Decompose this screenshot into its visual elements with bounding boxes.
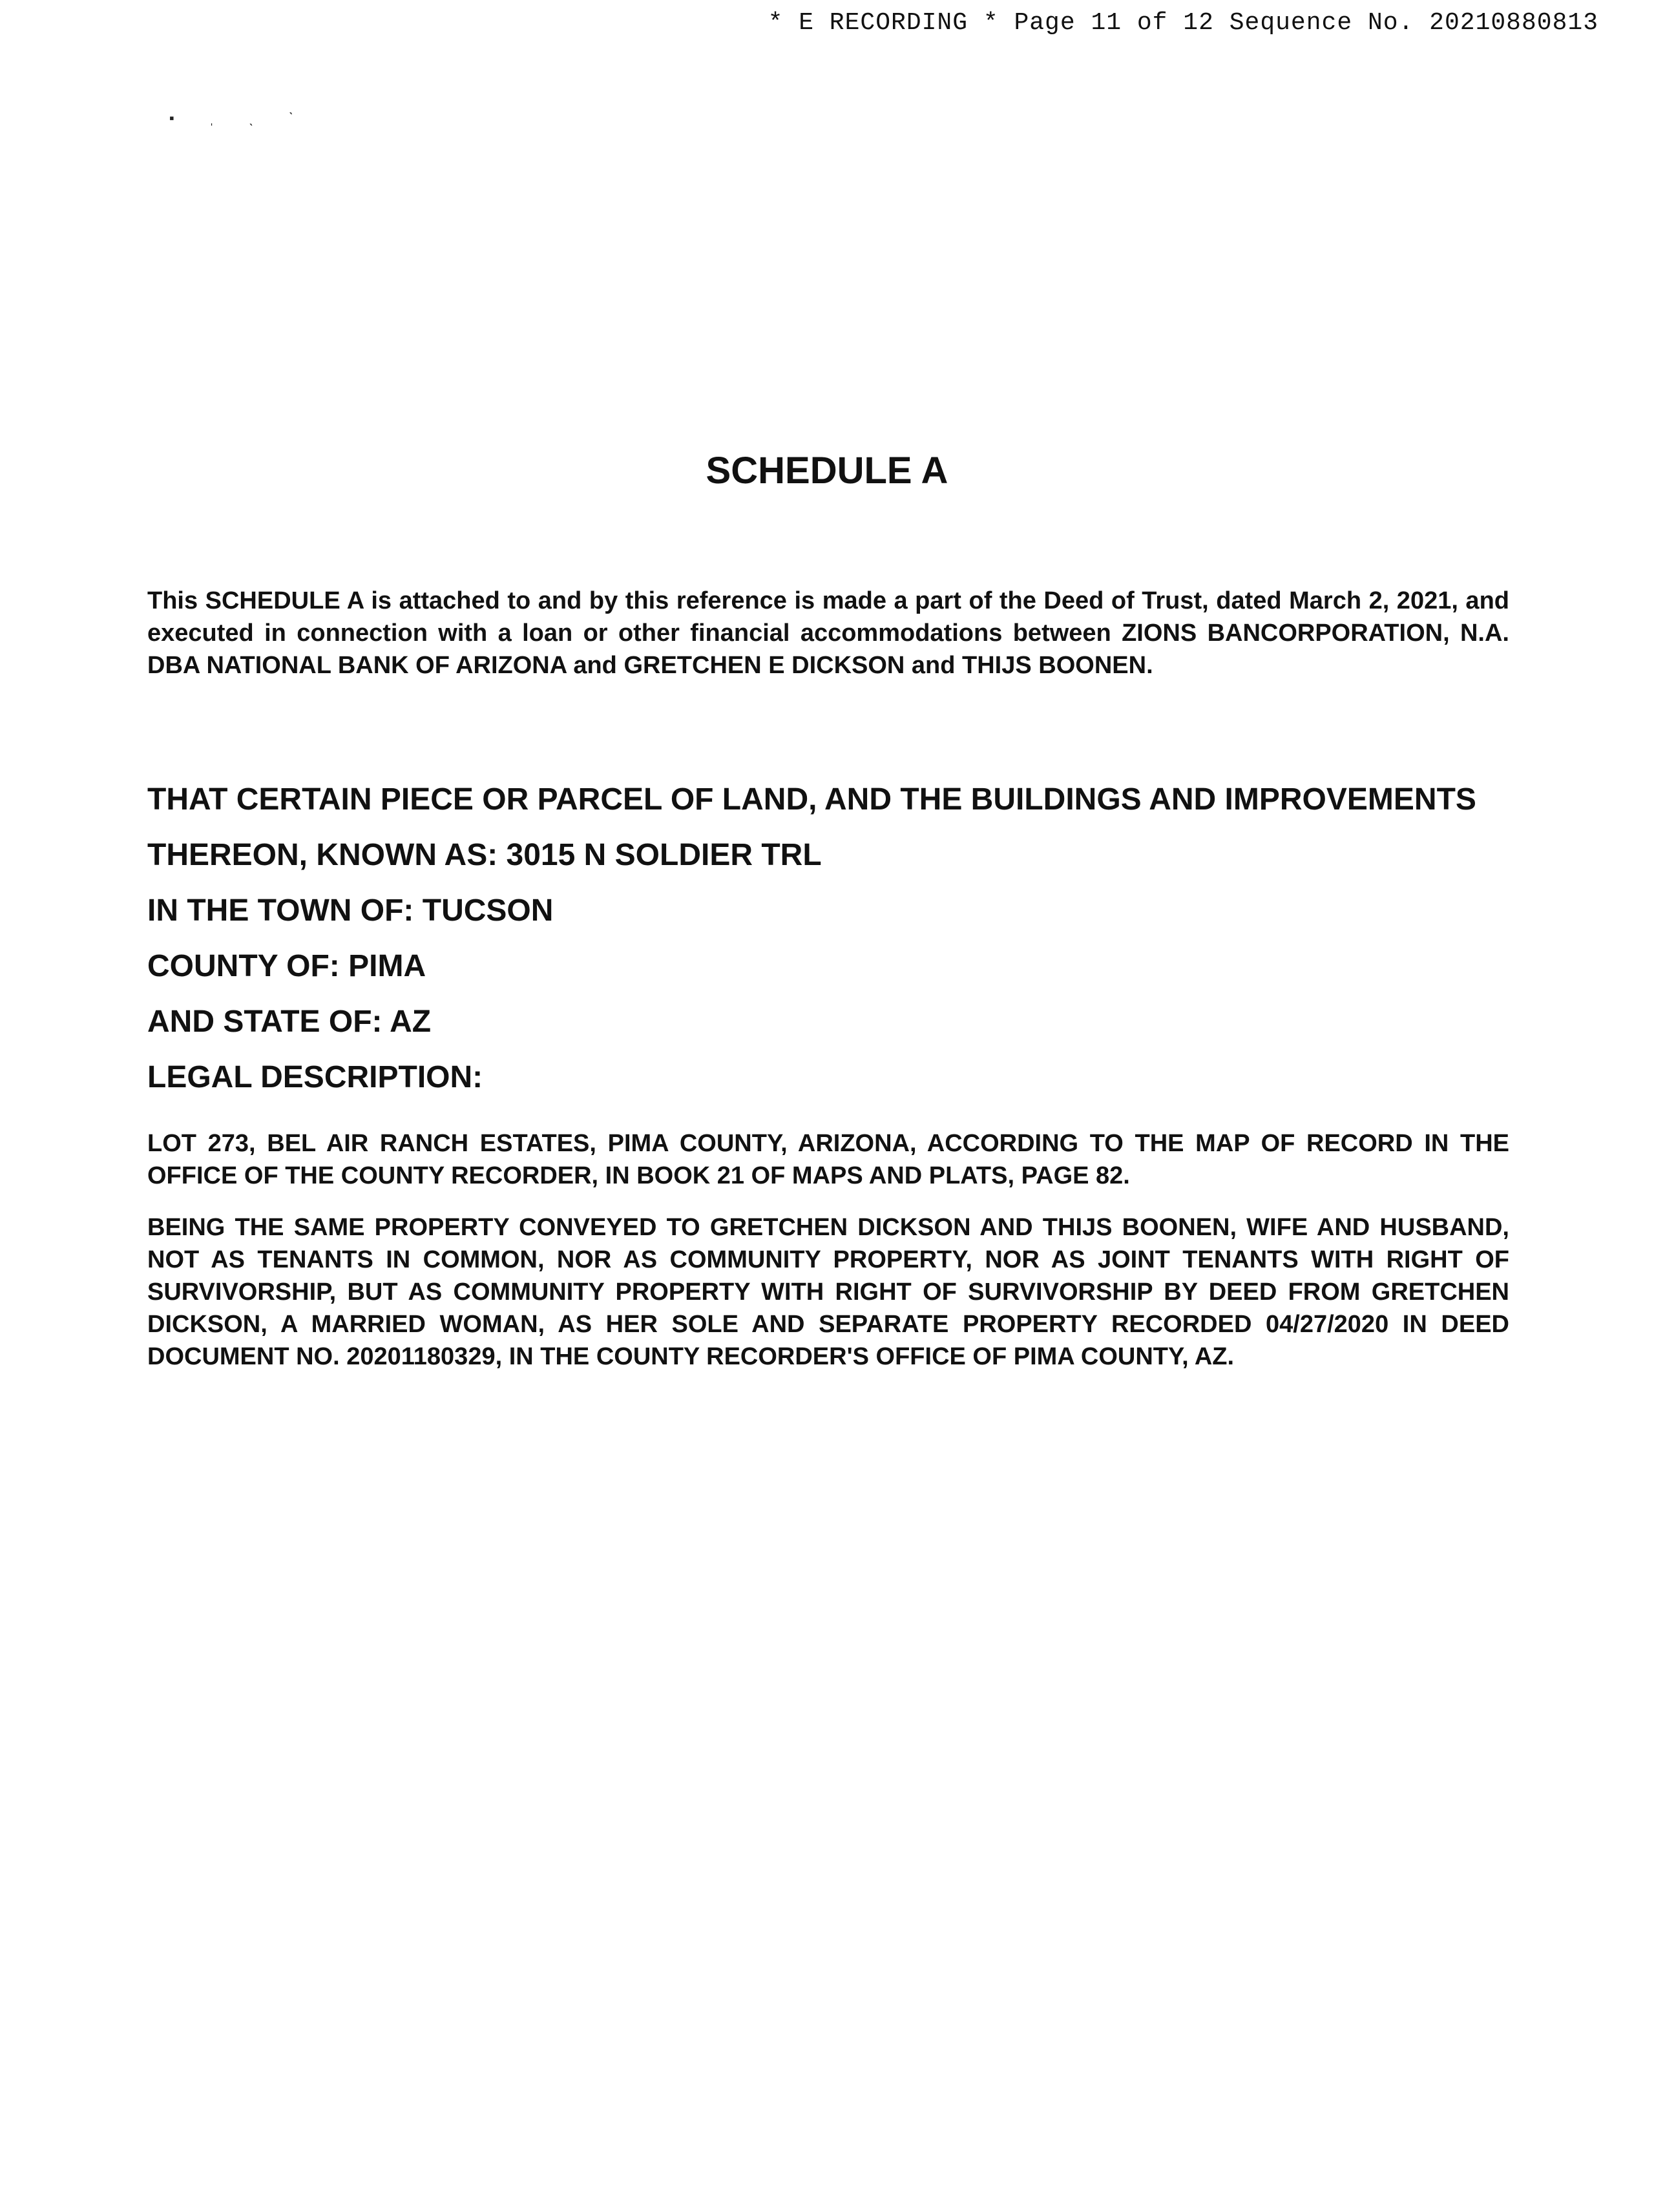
intro-paragraph: This SCHEDULE A is attached to and by this reference is made a part of the Deed of Trust, dated March 2, 2021, and executed in connection with a loan or other financial accommodations between ZIONS BANCORPORATION, N.A. DBA NATIONAL BANK OF ARIZONA and GRETCHEN E DICKSON and THIJS BOONEN. — [147, 587, 1509, 679]
property-line-town: IN THE TOWN OF: TUCSON — [147, 893, 554, 928]
property-description-lines — [147, 772, 1476, 1105]
property-line-state: AND STATE OF: AZ — [147, 1005, 432, 1039]
recording-header: * E RECORDING * Page 11 of 12 Sequence No. 20210880813 — [768, 9, 1598, 37]
property-line-parcel: THAT CERTAIN PIECE OR PARCEL OF LAND, AND THE BUILDINGS AND IMPROVEMENTS — [147, 782, 1476, 817]
legal-description-lot: LOT 273, BEL AIR RANCH ESTATES, PIMA COUNTY, ARIZONA, ACCORDING TO THE MAP OF RECORD IN THE OFFICE OF THE COUNTY RECORDER, IN BOOK 21 OF MAPS AND PLATS, PAGE 82. — [147, 1130, 1509, 1189]
legal-description-heading: LEGAL DESCRIPTION: — [147, 1060, 483, 1094]
schedule-title: SCHEDULE A — [706, 450, 948, 492]
property-line-county: COUNTY OF: PIMA — [147, 949, 426, 983]
scan-artifact-marks: ▪ ˌ ˎ ˋ — [169, 110, 309, 126]
property-line-address: THEREON, KNOWN AS: 3015 N SOLDIER TRL — [147, 838, 822, 872]
legal-description-conveyance: BEING THE SAME PROPERTY CONVEYED TO GRETCHEN DICKSON AND THIJS BOONEN, WIFE AND HUSBAND, NOT AS TENANTS IN COMMON, NOR AS COMMUNITY PROPERTY, NOR AS JOINT TENANTS WITH RIGHT OF SURVIVORSHIP, BUT AS COMMUNITY PROPERTY WITH RIGHT OF SURVIVORSHIP BY DEED FROM GRETCHEN DICKSON, A MARRIED WOMAN, AS HER SOLE AND SEPARATE PROPERTY RECORDED 04/27/2020 IN DEED DOCUMENT NO. 20201180329, IN THE COUNTY RECORDER'S OFFICE OF PIMA COUNTY, AZ. — [147, 1214, 1509, 1370]
